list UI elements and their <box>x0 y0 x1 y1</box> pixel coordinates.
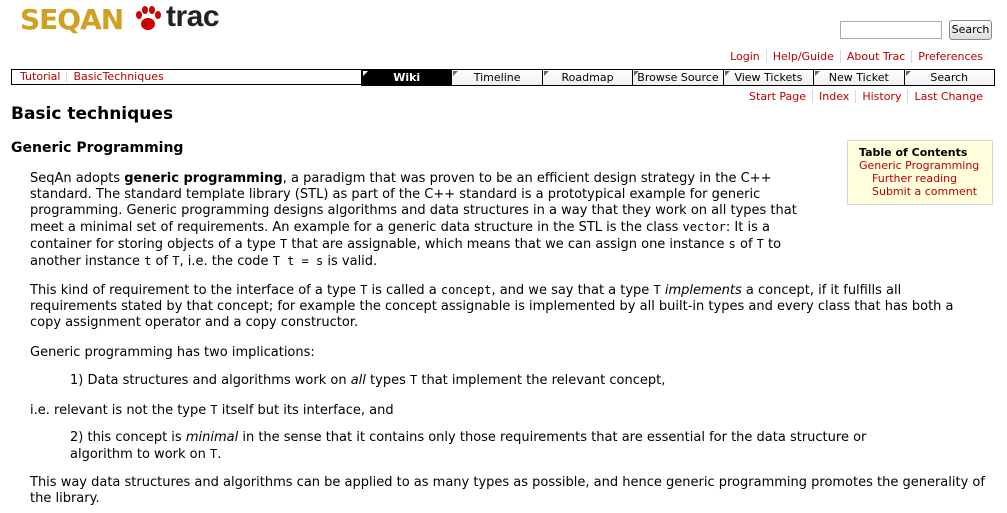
paragraph-conclusion: This way data structures and algorithms can be applied to as many types as possible, and hence generic programming promotes the generality of the library. <box>30 475 985 506</box>
search-button[interactable]: Search <box>949 20 992 40</box>
tab-browse-source[interactable]: Browse Source <box>632 70 722 85</box>
tab-corner-icon <box>906 71 911 76</box>
tab-corner-icon <box>453 71 458 76</box>
start-page-link[interactable]: Start Page <box>749 90 807 103</box>
implication-1: 1) Data structures and algorithms work on all types T that implement the relevant concept, <box>70 373 666 388</box>
history-link[interactable]: History <box>855 90 907 103</box>
paragraph-concept: This kind of requirement to the interface of a type T is called a concept, and we say that a type T implements a concept, if it fulfills all requirements stated by that concept; for example the concept assignable is implemented by all built-in types and every class that has both a copy assignment operator and a copy constructor. <box>30 283 954 330</box>
tab-corner-icon <box>544 71 549 76</box>
main-nav <box>361 69 995 86</box>
toc-item-submit-comment[interactable]: Submit a comment <box>872 185 978 198</box>
paragraph-implications: Generic programming has two implications: <box>30 345 315 360</box>
section-title: Generic Programming <box>11 140 184 156</box>
about-trac-link[interactable]: About Trac <box>840 50 911 63</box>
tab-corner-icon <box>363 71 368 76</box>
paw-icon <box>133 5 163 33</box>
paragraph-relevant: i.e. relevant is not the type T itself but its interface, and <box>30 403 394 418</box>
login-link[interactable]: Login <box>730 50 760 63</box>
paragraph-intro: SeqAn adopts generic programming, a paradigm that was proven to be an efficient design strategy in the C++ standard. The standard template library (STL) as part of the C++ standard is a prototypical example for generic programming. Generic programming designs algorithms and data structures in a way that they work on all types that meet a minimal set of requirements. An example for a generic data structure in the STL is the class vector: It is a container for storing objects of a type T that are assignable, which means that we can assign one instance s of T to another instance t of T, i.e. the code T t = s is valid. <box>30 171 797 269</box>
tab-new-ticket[interactable]: New Ticket <box>813 70 903 85</box>
breadcrumb-tutorial[interactable]: Tutorial <box>20 70 61 83</box>
toc-heading: Table of Contents <box>859 146 968 159</box>
meta-nav <box>724 50 989 63</box>
tab-roadmap[interactable]: Roadmap <box>542 70 632 85</box>
table-of-contents <box>847 140 993 205</box>
tab-timeline[interactable]: Timeline <box>451 70 541 85</box>
wiki-context-nav <box>743 90 989 103</box>
tab-view-tickets[interactable]: View Tickets <box>723 70 813 85</box>
last-change-link[interactable]: Last Change <box>907 90 989 103</box>
trac-logo[interactable]: trac <box>166 0 220 33</box>
breadcrumb-basictechniques[interactable]: BasicTechniques <box>66 71 169 82</box>
index-link[interactable]: Index <box>812 90 855 103</box>
seqan-logo[interactable]: SEQAN <box>20 3 124 36</box>
preferences-link[interactable]: Preferences <box>911 50 989 63</box>
tab-corner-icon <box>815 71 820 76</box>
tab-corner-icon <box>634 71 639 76</box>
breadcrumb <box>14 71 170 82</box>
implication-2: 2) this concept is minimal in the sense that it contains only those requirements that are essential for the data structure or algorithm to work on T. <box>70 430 867 462</box>
search-input[interactable] <box>840 21 942 39</box>
tab-search[interactable]: Search <box>904 70 994 85</box>
toc-item-generic-programming[interactable]: Generic Programming <box>859 159 980 172</box>
tab-corner-icon <box>725 71 730 76</box>
toc-item-further-reading[interactable]: Further reading <box>872 172 958 185</box>
tab-wiki[interactable]: Wiki <box>361 70 451 85</box>
page-title: Basic techniques <box>11 104 174 124</box>
help-guide-link[interactable]: Help/Guide <box>766 50 840 63</box>
